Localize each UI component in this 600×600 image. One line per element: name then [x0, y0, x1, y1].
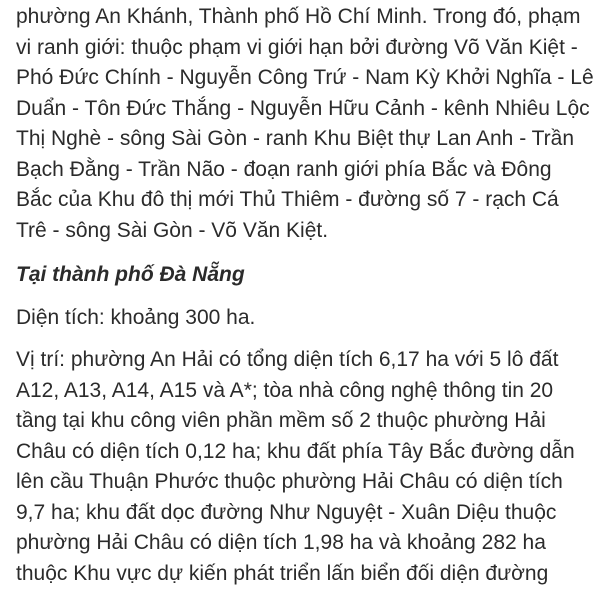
paragraph-ho-chi-minh-boundary	[16, 2, 594, 246]
paragraph-da-nang-location	[16, 345, 586, 589]
text-line: tầng tại khu công viên phần mềm số 2 thuộc phường Hải	[16, 409, 546, 432]
text-line: phường Hải Châu có diện tích 1,98 ha và khoảng 282 ha	[16, 531, 546, 554]
text-line: Trê - sông Sài Gòn - Võ Văn Kiệt.	[16, 218, 329, 242]
text-line: phường An Khánh, Thành phố Hồ Chí Minh. Trong đó, phạm	[16, 5, 581, 28]
text-line: lên cầu Thuận Phước thuộc phường Hải Châu có diện tích	[16, 470, 563, 493]
text-line: Thị Nghè - sông Sài Gòn - ranh Khu Biệt thự Lan Anh - Trần	[16, 127, 575, 150]
text-line: Phó Đức Chính - Nguyễn Công Trứ - Nam Kỳ Khởi Nghĩa - Lê	[16, 66, 594, 89]
text-line: vi ranh giới: thuộc phạm vi giới hạn bởi đường Võ Văn Kiệt -	[16, 35, 578, 59]
text-line: Vị trí: phường An Hải có tổng diện tích 6,17 ha với 5 lô đất	[16, 348, 559, 371]
section-heading-da-nang: Tại thành phố Đà Nẵng	[16, 263, 245, 286]
text-line: Duẩn - Tôn Đức Thắng - Nguyễn Hữu Cảnh - kênh Nhiêu Lộc	[16, 96, 590, 120]
text-line: 9,7 ha; khu đất dọc đường Như Nguyệt - Xuân Diệu thuộc	[16, 500, 557, 524]
text-line: Bạch Đằng - Trần Não - đoạn ranh giới phía Bắc và Đông	[16, 157, 552, 181]
paragraph-area: Diện tích: khoảng 300 ha.	[16, 305, 256, 329]
text-line: thuộc Khu vực dự kiến phát triển lấn biển đối diện đường	[16, 561, 549, 585]
text-line: Bắc của Khu đô thị mới Thủ Thiêm - đường số 7 - rạch Cá	[16, 188, 559, 211]
text-line: A12, A13, A14, A15 và A*; tòa nhà công nghệ thông tin 20	[16, 378, 554, 402]
text-line: Châu có diện tích 0,12 ha; khu đất phía Tây Bắc đường dẫn	[16, 439, 575, 463]
